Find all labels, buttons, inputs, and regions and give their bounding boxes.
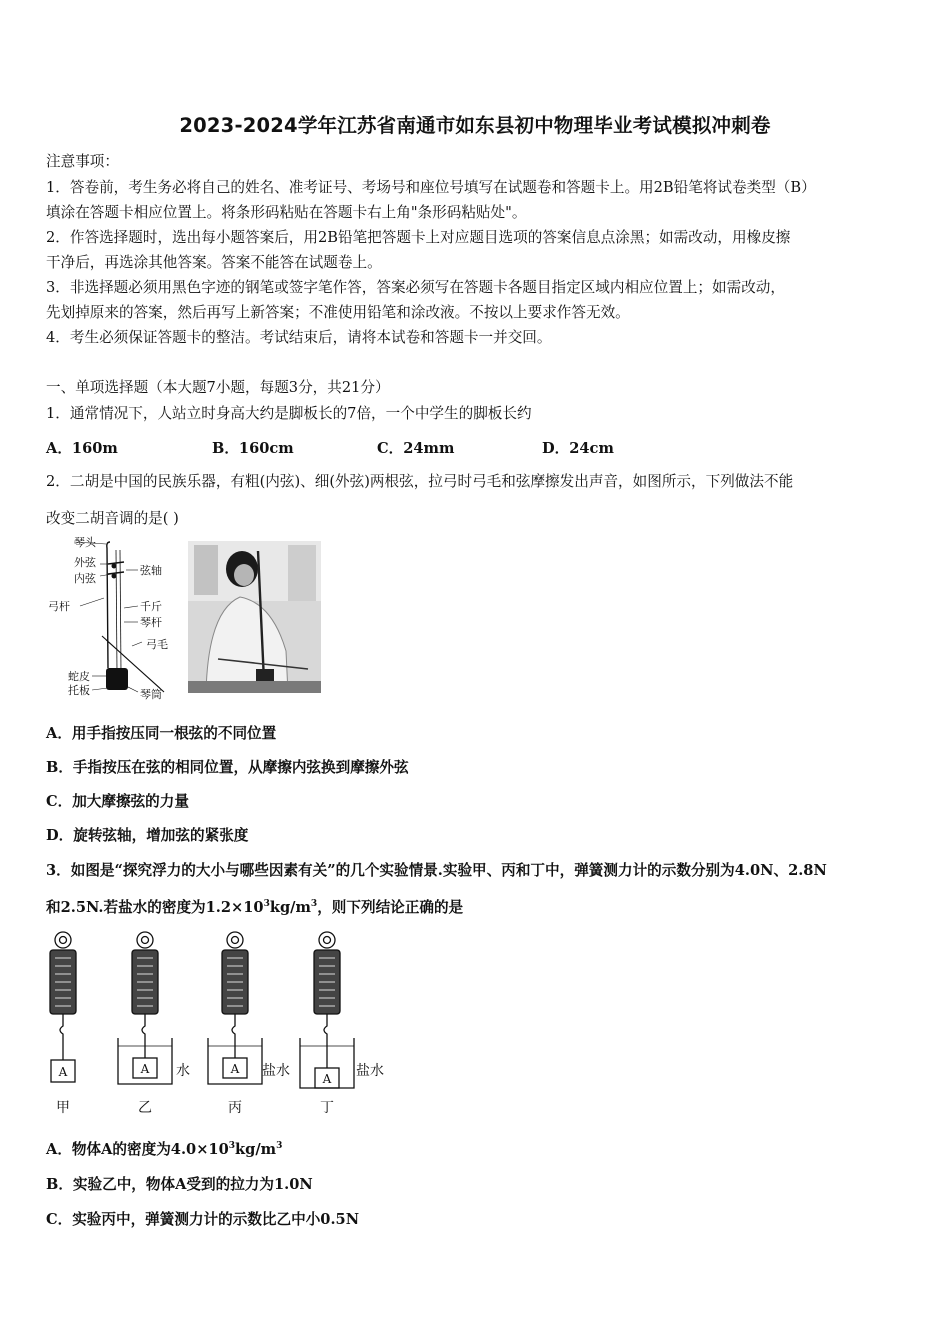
- q1-option-c: C．24mm: [377, 440, 455, 457]
- notice-line-4: 干净后，再选涂其他答案。答案不能答在试题卷上。: [46, 254, 382, 271]
- notice-line-5: 3．非选择题必须用黑色字迹的钢笔或签字笔作答，答案必须写在答题卡各题目指定区域内相应位置上；如需改动，: [46, 279, 785, 296]
- buoyancy-experiment-diagram: [40, 930, 400, 1120]
- erhu-label: 外弦: [74, 556, 96, 569]
- q2-option-d: D．旋转弦轴，增加弦的紧张度: [46, 827, 249, 844]
- q2-stem-line-1: 2．二胡是中国的民族乐器，有粗(内弦)、细(外弦)两根弦，拉弓时弓毛和弦摩擦发出声音，如图所示，下列做法不能: [46, 473, 794, 490]
- liquid-label: 盐水: [262, 1063, 290, 1079]
- erhu-label: 托板: [68, 684, 90, 697]
- erhu-player-photo: [188, 541, 321, 693]
- spring-scale: [300, 932, 354, 1088]
- erhu-label: 内弦: [74, 572, 96, 585]
- liquid-label: 水: [176, 1063, 190, 1079]
- q1-option-b: B．160cm: [212, 440, 294, 457]
- notice-line-7: 4．考生必须保证答题卡的整洁。考试结束后，请将本试卷和答题卡一并交回。: [46, 329, 552, 346]
- erhu-neck: [107, 542, 110, 668]
- erhu-label: 琴筒: [140, 688, 162, 701]
- erhu-label: 弦轴: [140, 564, 162, 577]
- object-a-label: A: [322, 1072, 332, 1086]
- erhu-label: 千斤: [140, 600, 162, 613]
- erhu-drum: [106, 668, 128, 690]
- notice-line-6: 先划掉原来的答案，然后再写上新答案；不准使用铅笔和涂改液。不按以上要求作答无效。: [46, 304, 630, 321]
- object-a-label: A: [230, 1062, 240, 1076]
- q3-option-a: A．物体A的密度为$4.0\times 10^3kg/m^3$: [46, 1141, 283, 1158]
- erhu-label: 琴头: [74, 536, 96, 549]
- notice-line-2: 填涂在答题卡相应位置上。将条形码粘贴在答题卡右上角"条形码粘贴处"。: [46, 204, 527, 221]
- experiment-label: 丙: [228, 1100, 242, 1116]
- notice-heading: 注意事项：: [46, 153, 119, 170]
- erhu-diagram: [46, 536, 186, 702]
- notice-line-1: 1．答卷前，考生务必将自己的姓名、准考证号、考场号和座位号填写在试题卷和答题卡上。用2B铅笔将试卷类型（B）: [46, 179, 816, 196]
- q1-stem: 1．通常情况下，人站立时身高大约是脚板长的7倍，一个中学生的脚板长约: [46, 405, 532, 422]
- q2-option-c: C．加大摩擦弦的力量: [46, 793, 189, 810]
- object-a-label: A: [140, 1062, 150, 1076]
- experiment-label: 丁: [320, 1100, 334, 1116]
- q3-stem-line-1: 3．如图是“探究浮力的大小与哪些因素有关”的几个实验情景.实验甲、丙和丁中，弹簧测力计的示数分别为4.0N、2.8N: [46, 862, 827, 879]
- erhu-label: 琴杆: [140, 616, 162, 629]
- object-a-label: A: [58, 1065, 68, 1079]
- erhu-label: 弓毛: [146, 638, 168, 651]
- q3-option-b: B．实验乙中，物体A受到的拉力为1.0N: [46, 1176, 313, 1193]
- liquid-label: 盐水: [356, 1063, 384, 1079]
- q3-stem-line-2: 和2.5N.若盐水的密度为$1.2\times 10^3kg/m^3$，则下列结论正确的是: [46, 899, 464, 916]
- q2-option-a: A．用手指按压同一根弦的不同位置: [46, 725, 277, 742]
- notice-line-3: 2．作答选择题时，选出每小题答案后，用2B铅笔把答题卡上对应题目选项的答案信息点涂黑；如需改动，用橡皮擦: [46, 229, 791, 246]
- q2-stem-line-2: 改变二胡音调的是( ): [46, 510, 179, 527]
- spring-scale: [50, 932, 76, 1082]
- q3-option-c: C．实验丙中，弹簧测力计的示数比乙中小0.5N: [46, 1211, 360, 1228]
- page-title: 2023-2024学年江苏省南通市如东县初中物理毕业考试模拟冲刺卷: [179, 114, 771, 137]
- q1-option-a: A．160m: [46, 440, 118, 457]
- erhu-label: 弓杆: [48, 600, 70, 613]
- q1-option-d: D．24cm: [542, 440, 614, 457]
- q2-option-b: B．手指按压在弦的相同位置，从摩擦内弦换到摩擦外弦: [46, 759, 409, 776]
- erhu-label: 蛇皮: [68, 670, 90, 683]
- experiment-label: 乙: [138, 1100, 152, 1116]
- experiment-label: 甲: [56, 1100, 70, 1116]
- section-heading: 一、单项选择题（本大题7小题，每题3分，共21分）: [46, 379, 390, 396]
